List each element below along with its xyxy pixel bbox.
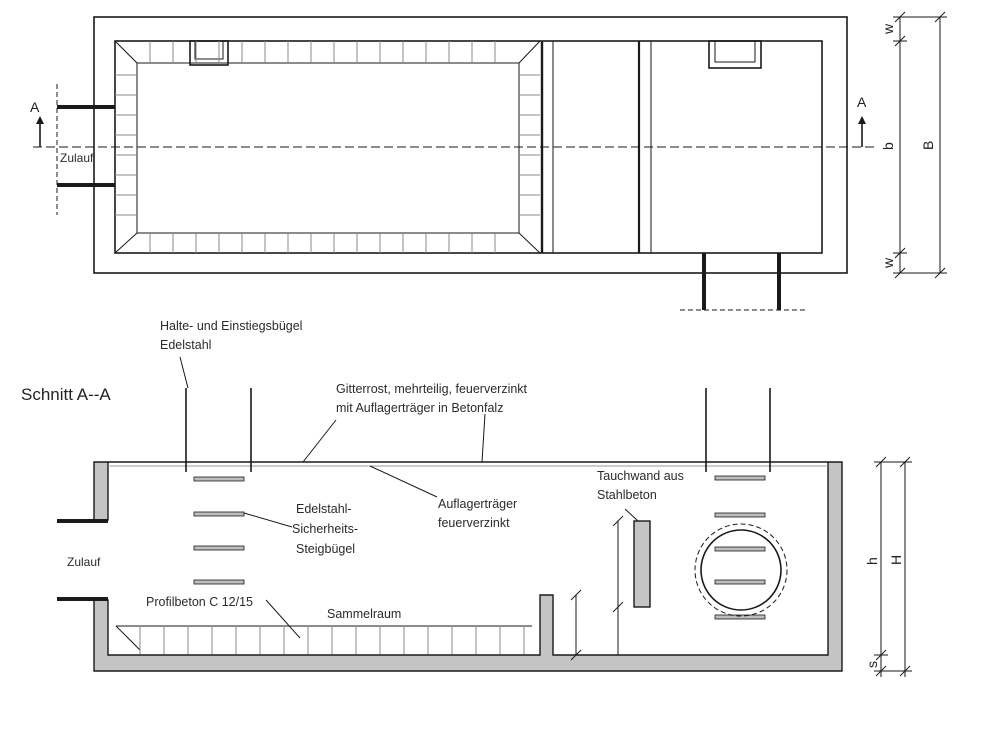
label-support-1: Auflagerträger	[438, 497, 518, 511]
step-iron	[715, 580, 765, 584]
label-ladder-2: Edelstahl	[160, 338, 212, 352]
label-profile-concrete: Profilbeton C 12/15	[146, 595, 254, 609]
label-baffle-1: Tauchwand aus	[597, 469, 684, 483]
step-iron	[194, 512, 244, 516]
dim-w-bottom: w	[880, 257, 896, 268]
dim-w-top: w	[880, 23, 896, 34]
plan-basin	[137, 63, 519, 233]
section-steps-right	[715, 476, 765, 619]
plan-view	[30, 12, 947, 310]
label-steps-1: Edelstahl-	[296, 502, 352, 516]
step-iron	[715, 513, 765, 517]
plan-inlet-label: Zulauf	[60, 151, 94, 165]
label-grating-1: Gitterrost, mehrteilig, feuerverzinkt	[336, 382, 528, 396]
step-iron	[715, 547, 765, 551]
section-marker-right: A	[857, 94, 867, 110]
section-inlet-label: Zulauf	[67, 555, 101, 569]
plan-outer-wall	[94, 17, 847, 273]
label-steps-2: Sicherheits-	[292, 522, 358, 536]
label-baffle-2: Stahlbeton	[597, 488, 657, 502]
section-profile-concrete-hatch	[140, 626, 524, 654]
step-iron	[194, 546, 244, 550]
step-iron	[715, 476, 765, 480]
section-title: Schnitt A--A	[21, 385, 111, 404]
dim-H: H	[888, 554, 904, 565]
dim-b: b	[880, 142, 896, 150]
label-steps-3: Steigbügel	[296, 542, 356, 556]
label-collection: Sammelraum	[327, 607, 402, 621]
section-concrete-shell	[94, 462, 108, 520]
label-support-2: feuerverzinkt	[438, 516, 510, 530]
section-outlet-pipe	[701, 530, 781, 610]
dim-B: B	[920, 140, 936, 150]
dim-h: h	[864, 557, 880, 565]
step-iron	[194, 477, 244, 481]
label-grating-2: mit Auflagerträger in Betonfalz	[336, 401, 504, 415]
plan-ladder-right	[709, 41, 761, 68]
dim-s: s	[864, 661, 880, 668]
section-marker-left: A	[30, 99, 40, 115]
section-steps-left	[194, 477, 244, 584]
section-baffle-wall	[634, 521, 650, 607]
section-view	[21, 319, 912, 677]
label-ladder-1: Halte- und Einstiegsbügel	[160, 319, 303, 333]
step-iron	[194, 580, 244, 584]
